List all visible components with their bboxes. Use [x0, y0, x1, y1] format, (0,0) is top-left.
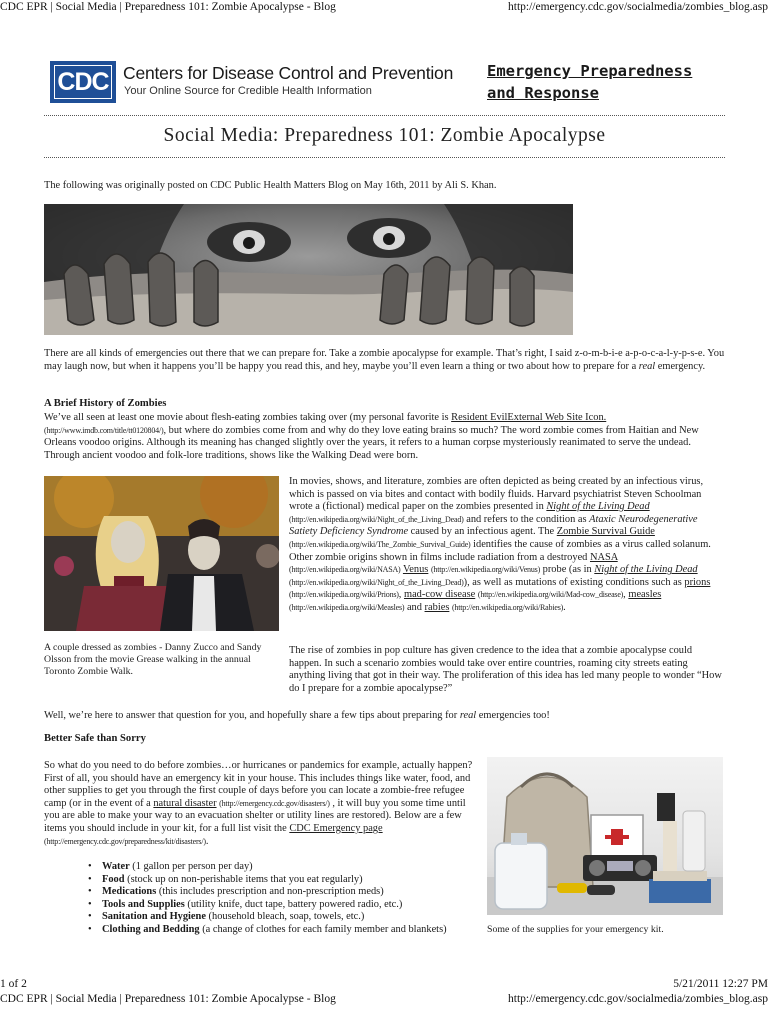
page-title: Social Media: Preparedness 101: Zombie Apocalypse	[163, 125, 606, 146]
section-link-line1: Emergency Preparedness	[487, 62, 693, 80]
rabies-link[interactable]: rabies	[424, 601, 450, 613]
zombie-walk-caption: A couple dressed as zombies - Danny Zucco and Sandy Olsson from the movie Grease walking in the annual Toronto Zombie Walk.	[44, 642, 262, 677]
print-footer-datetime: 5/21/2011 12:27 PM	[673, 978, 768, 990]
kit-list	[86, 861, 486, 937]
print-footer-page: 1 of 2	[0, 978, 27, 990]
cdc-emergency-page-url: (http://emergency.cdc.gov/preparedness/kit/disasters/)	[44, 836, 206, 846]
cdc-logo-mark: CDC	[54, 65, 112, 99]
nasa-url: (http://en.wikipedia.org/wiki/NASA)	[289, 565, 401, 575]
answer-text: Well, we’re here to answer that question for you, and hopefully share a few tips about preparing for	[44, 710, 460, 721]
history-heading: A Brief History of Zombies	[44, 398, 167, 409]
syndrome-name: Ataxic Neurodegenerative Satiety Deficiency Syndrome	[289, 513, 698, 538]
culture-separator: ,	[398, 589, 404, 601]
safe-text-2: , it will buy you some time until you are able to make your way to an evacuation shelter or utility lines are restored). Below are a few items you should include in your kit, for a full list visit the	[44, 797, 466, 834]
culture-text: In movies, shows, and literature, zombies are often depicted as being created by an infectious virus, which is passed on via bites and contact with bodily fluids. Harvard psychiatrist Steven Schoolman wrote a (fictional) medical paper on the zombies presented in	[289, 476, 704, 513]
culture-separator-2: ,	[623, 589, 629, 601]
zombie-walk-photo	[44, 476, 279, 631]
divider-top	[44, 115, 725, 116]
kit-item-name: Food	[102, 873, 125, 885]
kit-item-name: Medications	[102, 886, 157, 898]
night-living-dead-title: Night of the Living Dead	[546, 501, 650, 513]
venus-url: (http://en.wikipedia.org/wiki/Venus)	[430, 565, 541, 575]
culture-text-4: identifies the cause of zombies as a virus called solanum. Other zombie origins shown in films include radiation from a destroyed	[289, 538, 711, 563]
answer-emphasis: real	[459, 710, 477, 721]
section-link-line2: and Response	[487, 84, 599, 102]
mad-cow-url: (http://en.wikipedia.org/wiki/Mad-cow_disease)	[477, 590, 624, 600]
natural-disaster-link[interactable]: natural disaster	[153, 797, 217, 809]
answer-text-end: emergencies too!	[476, 710, 550, 721]
night-living-dead-link-2[interactable]	[594, 564, 697, 575]
list-item	[86, 911, 486, 924]
culture-text-6: ), as well as mutations of existing conditions such as	[463, 576, 685, 588]
section-link[interactable]	[487, 60, 692, 104]
print-header-title: CDC EPR | Social Media | Preparedness 101: Zombie Apocalypse - Blog	[0, 1, 336, 13]
zombie-survival-guide-url: (http://en.wikipedia.org/wiki/The_Zombie_Survival_Guide)	[289, 539, 471, 549]
resident-evil-link[interactable]: Resident EvilExternal Web Site Icon.	[451, 412, 607, 423]
kit-item-name: Tools and Supplies	[102, 898, 185, 910]
divider-bottom	[44, 157, 725, 158]
kit-item-name: Water	[102, 861, 130, 872]
kit-item-detail: (1 gallon per person per day)	[129, 861, 253, 872]
culture-paragraph	[289, 476, 725, 615]
culture-separator-3: and	[404, 601, 425, 613]
nasa-link[interactable]: NASA	[589, 551, 618, 563]
night-living-dead-title-2: Night of the Living Dead	[594, 564, 698, 576]
kit-item-detail: (stock up on non-perishable items that you eat regularly)	[124, 873, 363, 885]
kit-item-detail: (a change of clothes for each family member and blankets)	[199, 923, 447, 935]
kit-caption: Some of the supplies for your emergency kit.	[487, 924, 664, 935]
safe-heading: Better Safe than Sorry	[44, 733, 146, 744]
rise-paragraph: The rise of zombies in pop culture has given credence to the idea that a zombie apocalypse could happen. In such a scenario zombies would take over entire countries, roaming city streets eating anything living that got in their way. The proliferation of this idea has led many people to wonder “How do I prepare for a zombie apocalypse?”	[289, 645, 722, 694]
list-item	[86, 899, 486, 912]
print-header-url: http://emergency.cdc.gov/socialmedia/zombies_blog.asp	[508, 1, 768, 13]
zombie-survival-guide-link[interactable]: Zombie Survival Guide	[556, 526, 655, 538]
zombie-photo	[44, 204, 573, 335]
emergency-kit-photo-art	[487, 757, 723, 915]
prions-url: (http://en.wikipedia.org/wiki/Prions)	[289, 590, 399, 600]
history-paragraph	[44, 412, 725, 462]
natural-disaster-url: (http://emergency.cdc.gov/disasters/)	[219, 798, 330, 808]
emergencies-emphasis: real	[638, 360, 656, 372]
emergencies-paragraph	[44, 348, 725, 373]
list-item	[86, 886, 486, 899]
venus-link[interactable]: Venus	[402, 564, 429, 576]
culture-text-2: and refers to the condition as	[463, 513, 590, 525]
zombie-photo-art	[44, 204, 573, 335]
list-item	[86, 924, 486, 937]
resident-evil-url: (http://www.imdb.com/title/tt0120804/)	[44, 425, 164, 435]
culture-text-5: probe (as in	[540, 564, 595, 576]
intro-line: The following was originally posted on CDC Public Health Matters Blog on May 16th, 2011 by Ali S. Khan.	[44, 180, 497, 191]
print-footer-url: http://emergency.cdc.gov/socialmedia/zombies_blog.asp	[508, 993, 768, 1005]
night-living-dead-url: (http://en.wikipedia.org/wiki/Night_of_the_Living_Dead)	[289, 514, 464, 524]
night-living-dead-url-2: (http://en.wikipedia.org/wiki/Night_of_the_Living_Dead)	[289, 577, 464, 587]
emergencies-text-end: emergency.	[655, 360, 706, 372]
org-name: Centers for Disease Control and Prevention	[123, 63, 454, 83]
org-tagline: Your Online Source for Credible Health Information	[124, 85, 372, 97]
list-item	[86, 861, 486, 874]
culture-text-3: caused by an infectious agent. The	[408, 526, 557, 538]
print-footer-title: CDC EPR | Social Media | Preparedness 101: Zombie Apocalypse - Blog	[0, 993, 336, 1005]
emergencies-text: There are all kinds of emergencies out there that we can prepare for. Take a zombie apocalypse for example. That’s right, I said z-o-m-b-i-e a-p-o-c-a-l-y-p-s-e. You may laugh now, but when it happens you’ll be happy you read this, and hey, maybe you’ll even learn a thing or two about how to prepare for a	[44, 348, 725, 372]
safe-text-end: .	[205, 835, 209, 847]
zombie-walk-photo-art	[44, 476, 279, 631]
measles-link[interactable]: measles	[628, 589, 662, 601]
culture-text-end: .	[563, 601, 566, 613]
history-text: We’ve all seen at least one movie about flesh-eating zombies taking over (my personal favorite is	[44, 412, 452, 423]
kit-item-name: Clothing and Bedding	[102, 923, 200, 935]
night-living-dead-link[interactable]	[546, 501, 649, 512]
emergency-kit-photo	[487, 757, 723, 915]
kit-item-detail: (utility knife, duct tape, battery powered radio, etc.)	[184, 898, 403, 910]
kit-item-name: Sanitation and Hygiene	[102, 911, 206, 923]
kit-item-detail: (this includes prescription and non-prescription meds)	[156, 886, 384, 898]
list-item	[86, 874, 486, 887]
cdc-emergency-page-link[interactable]: CDC Emergency page	[289, 822, 383, 834]
prions-link[interactable]: prions	[684, 576, 711, 588]
answer-paragraph	[44, 710, 725, 723]
measles-url: (http://en.wikipedia.org/wiki/Measles)	[289, 602, 405, 612]
mad-cow-link[interactable]: mad-cow disease	[403, 589, 476, 601]
safe-text: So what do you need to do before zombies…or hurricanes or pandemics for example, actually happen? First of all, you should have an emergency kit in your house. This includes things like water, food, and other supplies to get you through the first couple of days before you can locate a zombie-free refugee camp (or in the event of a	[44, 760, 473, 809]
safe-paragraph	[44, 760, 480, 848]
kit-item-detail: (household bleach, soap, towels, etc.)	[205, 911, 365, 923]
history-text-end: , but where do zombies come from and why do they love eating brains so much? The word zombie comes from Haitian and New Orleans voodoo origins. Although its meaning has changed slightly over the years, it refers to a human corpse mysteriously reanimated to serve the undead. Through ancient voodoo and folk-lore traditions, shows like the Walking Dead were born.	[44, 424, 699, 461]
rabies-url: (http://en.wikipedia.org/wiki/Rabies)	[451, 602, 564, 612]
cdc-logo[interactable]	[50, 61, 116, 103]
